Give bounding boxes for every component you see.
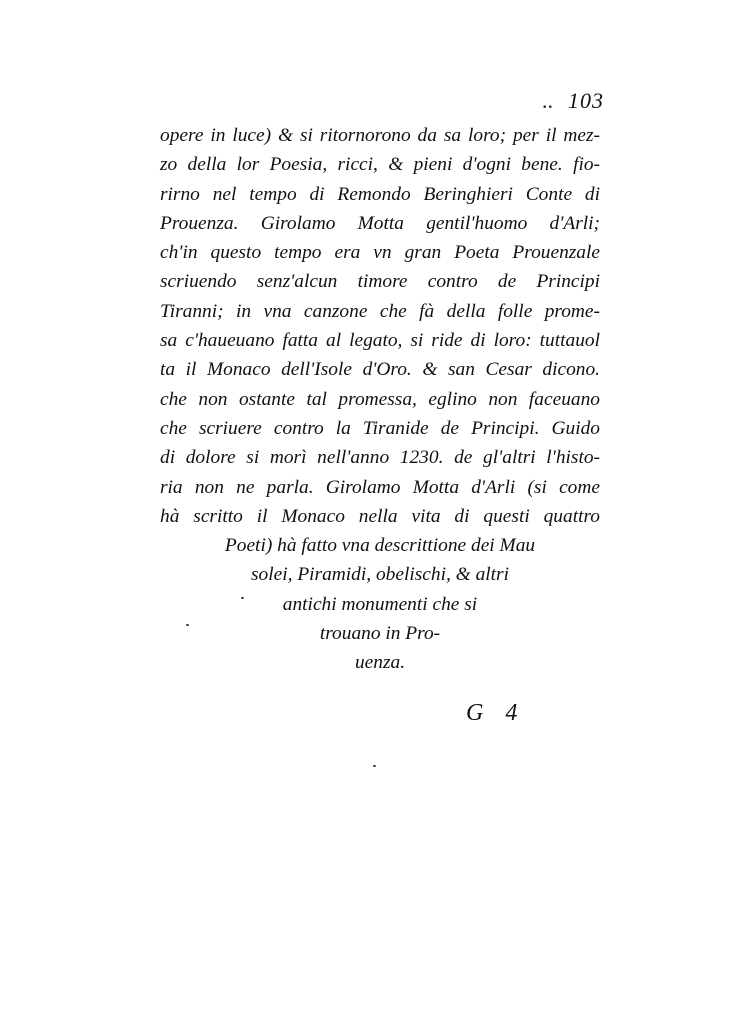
text-line: hà scritto il Monaco nella vita di questi quattro [160,505,600,527]
text-line: ch'in questo tempo era vn gran Poeta Prouenzale [160,242,600,264]
text-line: Tiranni; in vna canzone che fà della folle prome- [160,300,600,322]
text-line-centered: antichi monumenti che si [282,593,478,615]
ink-speck [186,624,189,626]
text-line: rirno nel tempo di Remondo Beringhieri Conte di [160,183,600,205]
text-line: opere in luce) & si ritornorono da sa loro; per il mez- [160,125,600,146]
text-line: ta il Monaco dell'Isole d'Oro. & san Cesar dicono. [160,359,600,381]
text-line: di dolore si morì nell'anno 1230. de gl'altri l'histo- [160,447,600,469]
text-line: che scriuere contro la Tiranide de Principi. Guido [160,417,600,439]
ink-speck [241,597,244,599]
signature-mark: G 4 [466,700,518,726]
text-line-centered: solei, Piramidi, obelischi, & altri [251,564,509,586]
header-dots: .. [542,88,553,113]
body-text [160,121,600,678]
text-line: scriuendo senz'alcun timore contro de Principi [160,271,600,293]
text-line: che non ostante tal promessa, eglino non faceuano [160,388,600,410]
text-line: zo della lor Poesia, ricci, & pieni d'ogni bene. fio- [160,154,600,176]
text-line-centered: uenza. [354,652,406,674]
text-line-centered: trouano in Pro- [319,623,441,645]
text-line: Prouenza. Girolamo Motta gentil'huomo d'Arli; [160,212,600,234]
page-number: 103 [568,88,604,113]
text-line: sa c'haueuano fatta al legato, si ride di loro: tuttauol [160,330,600,352]
ink-speck [373,765,376,767]
text-line: ria non ne parla. Girolamo Motta d'Arli (si come [160,476,600,498]
text-line: Poeti) hà fatto vna descrittione dei Mau [224,535,536,557]
